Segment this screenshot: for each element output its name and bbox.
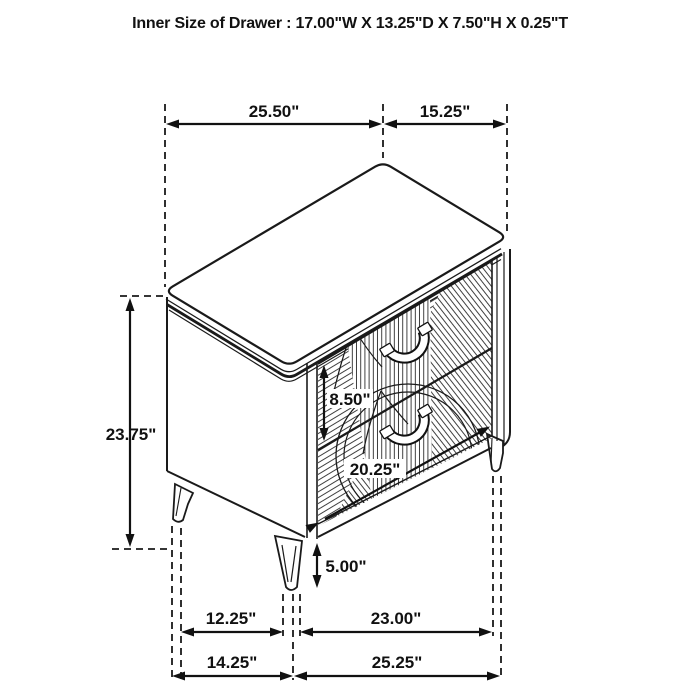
right-leg	[487, 434, 503, 471]
dim-leg-height-arrow	[313, 543, 322, 588]
dim-label-front-width: 20.25"	[349, 460, 401, 479]
dim-label-drawer-height: 8.50"	[329, 390, 371, 409]
dim-overall-height-arrow	[126, 298, 135, 547]
dim-front-leg-outer-arrow	[294, 672, 500, 681]
dim-label-leg-height: 5.00"	[325, 557, 367, 576]
dim-label-side-leg-inner: 12.25"	[205, 609, 257, 628]
dim-label-front-leg-outer: 25.25"	[371, 653, 423, 672]
dim-label-front-leg-inner: 23.00"	[370, 609, 422, 628]
diagram-title: Inner Size of Drawer : 17.00"W X 13.25"D X 7.50"H X 0.25"T	[132, 15, 568, 32]
dim-label-top-depth: 15.25"	[419, 102, 471, 121]
right-side-panel	[492, 249, 510, 446]
dim-label-top-width: 25.50"	[248, 102, 300, 121]
height-reference-lines	[112, 296, 170, 549]
dim-side-leg-inner-arrow	[181, 628, 283, 637]
nightstand-drawing	[166, 164, 510, 590]
dim-label-overall-height: 23.75"	[105, 425, 157, 444]
back-left-leg	[173, 484, 193, 522]
dim-side-leg-outer-arrow	[172, 672, 293, 681]
front-leg	[275, 536, 302, 590]
dim-label-side-leg-outer: 14.25"	[206, 653, 258, 672]
dim-front-leg-inner-arrow	[300, 628, 492, 637]
